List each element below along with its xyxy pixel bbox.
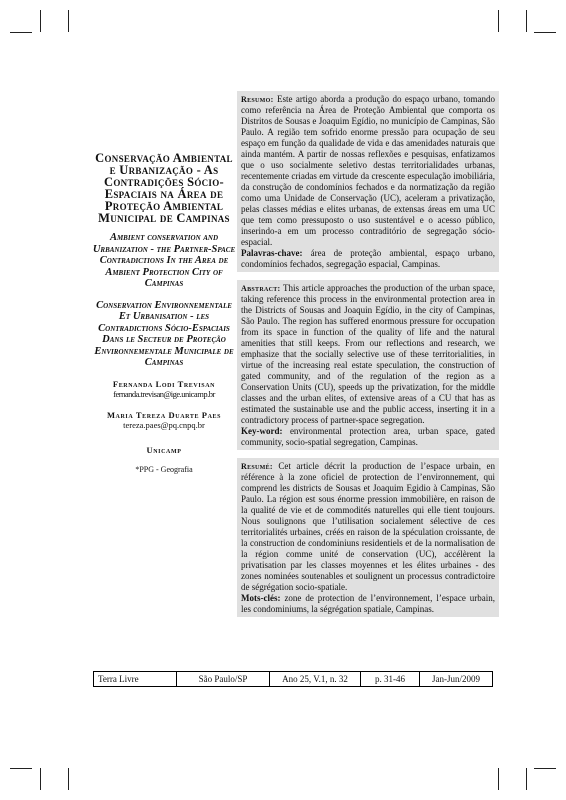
crop-mark: [40, 10, 41, 32]
crop-mark: [68, 768, 69, 790]
title-french: Conservation Environnementale Et Urbanisation - les Contradictions Sócio-Espaciais Dans le Secteur de Proteção Environnementale Municipale de Campinas: [94, 299, 234, 368]
crop-mark: [68, 10, 69, 32]
crop-mark: [498, 768, 499, 790]
author-email: tereza.paes@pq.cnpq.br: [123, 419, 205, 430]
keywords-text: área de proteção ambiental, espaço urbano, condomínios fechados, segregação espacial, Campinas.: [241, 248, 496, 269]
keywords-text: environmental protection area, urban space, gated community, socio-spatial segregation, Campinas.: [241, 426, 496, 447]
crop-mark: [526, 768, 527, 790]
footer-pages: p. 31-46: [361, 672, 420, 686]
author-block: [92, 379, 236, 474]
abstract-portuguese: [237, 91, 499, 272]
keywords-label: Key-word:: [241, 426, 283, 436]
crop-mark: [534, 768, 556, 769]
abstract-french: [237, 458, 499, 617]
title-block: [92, 152, 236, 474]
keywords-label: Mots-clés:: [241, 593, 281, 603]
footer-journal: Terra Livre: [94, 672, 177, 686]
abstract-text: Cet article décrit la production de l’espace urbain, en référence à la zone oficiel de protection de l’environnement, qui comprend les districts de Sousas et Joaquim Egidio à Campinas, São Paulo. La région est sous énorme pression immobilière, en raison de la qualité de vie et de commodités naturelles qui elle tient toujours. Nous soulignons que l’utilisation socialement sélective de ces territorialités urbaines, créés en raison de la spéculation croissante, de la construction de condominiuns residentiels et de la normalisation de la région comme unité de conservation (UC), accélèrent la privatisation par les classes moyennes et les élites urbaines - des zones nominées soutenables et soulignent un processus contradictoire de ségrégation socio-spatiale.: [241, 461, 496, 592]
abstract-text: This article approaches the production of the urban space, taking reference this process in the environmental protection area in the Districts of Sousas and Joaquin Egídio, in the city of Campinas, São Paulo. The region has suffered enormous pressure for occupation from its space in function of the quality of life and the natural amenities that still keeps. From our reflections and research, we emphasize that the socially selective use of these territorialities, in virtue of the increasing real estate speculation, the construction of gated community, and of the regulation of the region as a Conservation Units (CU), speeds up the privatization, for the middle classes and the urban elites, of extensive areas of a CU that has as estimated the sustainable use and the public access, inserting it in a contradictory process of partner-space segregation.: [241, 283, 495, 425]
crop-mark: [40, 768, 41, 790]
abstract-heading: Resumo:: [241, 95, 274, 104]
title-english: Ambient conservation and Urbanization - the Partner-Space Contradictions In the Area de Ambient Protection City of Campinas: [92, 232, 236, 289]
author-email: fernanda.trevisan@ige.unicamp.br: [113, 388, 215, 399]
abstract-heading: Abstract:: [241, 284, 281, 293]
abstracts-column: [237, 91, 499, 625]
crop-mark: [10, 768, 32, 769]
crop-mark: [10, 32, 32, 33]
abstract-text: Este artigo aborda a produção do espaço urbano, tomando como referência na Área de Proteção Ambiental que comporta os Distritos de Sousas e Joaquim Egídio, no município de Campinas, São Paulo. A região tem sofrido enorme pressão para ocupação de seu espaço em função da qualidade de vida e das amenidades naturais que ainda mantém. A partir de nossas reflexões e pesquisas, enfatizamos que o uso socialmente seletivo destas territorialidades urbanas, recentemente criadas em virtude da crescente especulação imobiliária, da construção de condomínios fechados e da normatização da região como uma Unidade de Conservação (UC), aceleram a privatização, pelas classes médias e elites urbanas, de extensas áreas em uma UC que tem como pressuposto o uso sustentável e o acesso público, inserindo-a em um processo contraditório de segregação sócio-espacial.: [241, 94, 495, 247]
abstract-english: [237, 280, 499, 450]
affiliation: Unicamp: [146, 444, 182, 455]
keywords-text: zone de protection de l’environnement, l’espace urbain, les condominiums, la ségrégation spatiale, Campinas.: [241, 593, 496, 614]
title-portuguese: Conservação Ambiental e Urbanização - As Contradições Sócio-Espaciais na Área de Proteção Ambiental Municipal de Campinas: [95, 151, 233, 225]
crop-mark: [498, 10, 499, 32]
footer-city: São Paulo/SP: [177, 672, 270, 686]
abstract-heading: Resumé:: [241, 462, 273, 471]
footer-date: Jan-Jun/2009: [432, 674, 480, 684]
crop-mark: [534, 32, 556, 33]
footer-volume: Ano 25, V.1, n. 32: [270, 672, 361, 686]
author-note: *PPG - Geografia: [135, 464, 193, 474]
keywords-label: Palavras-chave:: [241, 248, 303, 258]
author-name: Fernanda Lodi Trevisan: [112, 378, 216, 389]
citation-footer: [93, 671, 493, 687]
author-name: Maria Tereza Duarte Paes: [106, 409, 222, 420]
crop-mark: [526, 10, 527, 32]
